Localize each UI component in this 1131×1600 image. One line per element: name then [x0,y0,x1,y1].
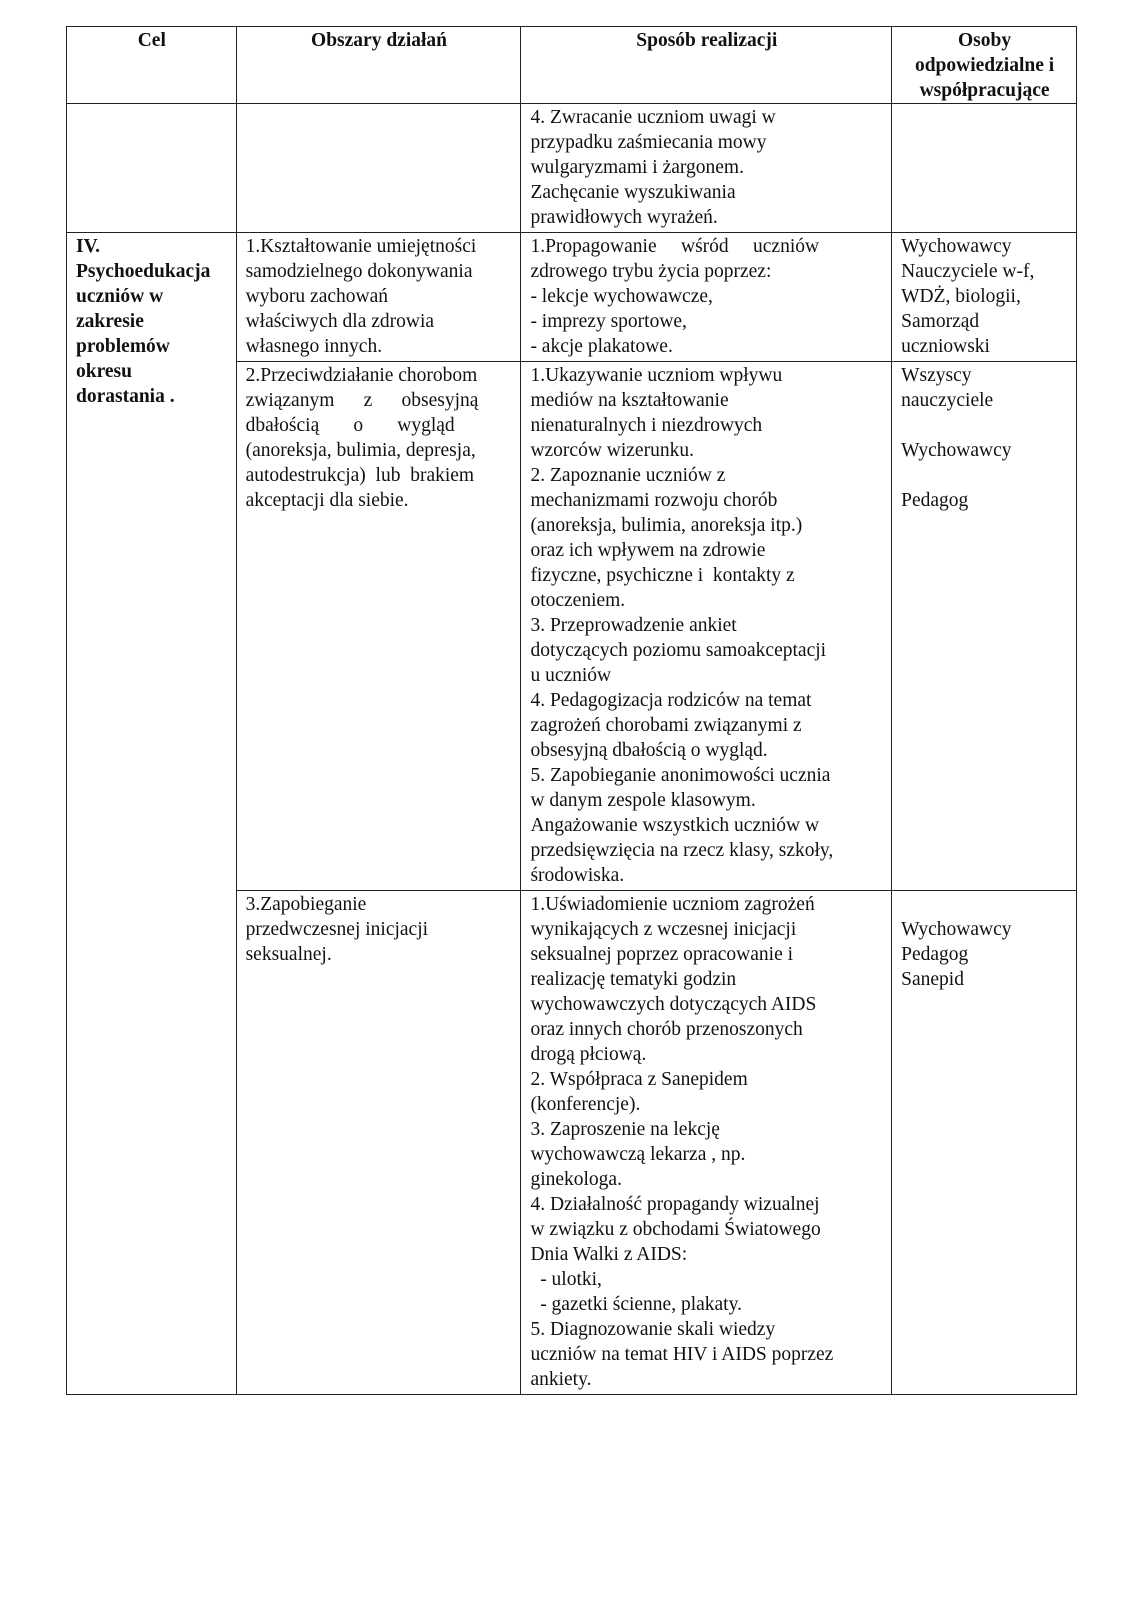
text-line: ankiety. [530,1369,592,1390]
row3-sposob [521,891,892,1395]
continuation-osoby [892,104,1077,233]
cel-line: okresu [76,361,132,382]
text-line: drogą płciową. [530,1044,647,1065]
text-line: wyboru zachowań [245,286,388,307]
text-line: 2. Współpraca z Sanepidem [530,1069,748,1090]
text-line: prawidłowych wyrażeń. [530,207,718,228]
text-line: otoczeniem. [530,590,626,611]
header-sposob: Sposób realizacji [521,27,892,104]
text-line: właściwych dla zdrowia [245,311,435,332]
text-line: wynikających z wczesnej inicjacji [530,919,797,940]
text-line: - lekcje wychowawcze, [530,286,713,307]
row1-obszar [236,233,521,362]
text-line: 1.Propagowanie wśród uczniów [530,236,820,257]
text-line: autodestrukcja) lub brakiem [245,465,475,486]
row2-sposob [521,362,892,891]
text-line: - ulotki, [530,1269,602,1290]
text-line: 5. Zapobieganie anonimowości ucznia [530,765,831,786]
text-line: Angażowanie wszystkich uczniów w [530,815,820,836]
text-line: zdrowego trybu życia poprzez: [530,261,772,282]
row1-osoby [892,233,1077,362]
text-line: związanym z obsesyjną [245,390,479,411]
text-line: (anoreksja, bulimia, anoreksja itp.) [530,515,803,536]
text-line: 3.Zapobieganie [245,894,367,915]
header-obszary: Obszary działań [236,27,521,104]
cel-line: IV. [76,236,101,257]
row3-osoby [892,891,1077,1395]
text-line: Sanepid [901,969,964,990]
text-line: uczniowski [901,336,990,357]
text-line: 1.Uświadomienie uczniom zagrożeń [530,894,815,915]
section-cel [67,233,237,1395]
cel-line: problemów [76,336,170,357]
header-osoby-line: współpracujące [919,80,1050,101]
text-line: dbałością o wygląd [245,415,455,436]
text-line: Pedagog [901,944,969,965]
text-line: Samorząd [901,311,980,332]
text-line: wychowawczą lekarza , np. [530,1144,746,1165]
text-line: mediów na kształtowanie [530,390,729,411]
cel-line: Psychoedukacja [76,261,211,282]
text-line: w danym zespole klasowym. [530,790,756,811]
text-line: przedwczesnej inicjacji [245,919,429,940]
text-line: Wszyscy [901,365,972,386]
text-line: seksualnej. [245,944,332,965]
text-line: wzorców wizerunku. [530,440,694,461]
text-line: Wychowawcy [901,236,1012,257]
text-line: 1.Ukazywanie uczniom wpływu [530,365,783,386]
text-line: oraz innych chorób przenoszonych [530,1019,803,1040]
text-line: Wychowawcy [901,919,1012,940]
row3-obszar [236,891,521,1395]
row2-obszar [236,362,521,891]
text-line: 3. Zaproszenie na lekcję [530,1119,720,1140]
text-line: (anoreksja, bulimia, depresja, [245,440,476,461]
spacer [901,892,1068,917]
continuation-row [67,104,1077,233]
text-line: oraz ich wpływem na zdrowie [530,540,766,561]
text-line: - gazetki ścienne, plakaty. [530,1294,742,1315]
row2-osoby [892,362,1077,891]
text-line: (konferencje). [530,1094,641,1115]
text-line: Dnia Walki z AIDS: [530,1244,688,1265]
text-line: przedsięwzięcia na rzecz klasy, szkoły, [530,840,834,861]
text-line: 4. Pedagogizacja rodziców na temat [530,690,812,711]
text-line: Nauczyciele w-f, [901,261,1035,282]
header-cel: Cel [67,27,237,104]
text-line: 5. Diagnozowanie skali wiedzy [530,1319,776,1340]
text-line: seksualnej poprzez opracowanie i [530,944,794,965]
row1-sposob [521,233,892,362]
continuation-obszar [236,104,521,233]
text-line: wychowawczych dotyczących AIDS [530,994,817,1015]
cel-line: dorastania . [76,386,175,407]
text-line: - akcje plakatowe. [530,336,673,357]
text-line: Pedagog [901,490,969,511]
text-line: 4. Zwracanie uczniom uwagi w [530,107,776,128]
text-line: 4. Działalność propagandy wizualnej [530,1194,820,1215]
text-line: nienaturalnych i niezdrowych [530,415,763,436]
header-row [67,27,1077,104]
text-line: dotyczących poziomu samoakceptacji [530,640,827,661]
text-line: mechanizmami rozwoju chorób [530,490,778,511]
text-line: uczniów na temat HIV i AIDS poprzez [530,1344,834,1365]
text-line: obsesyjną dbałością o wygląd. [530,740,768,761]
text-line: ginekologa. [530,1169,622,1190]
spacer [901,463,1068,488]
section-row-1 [67,233,1077,362]
text-line: samodzielnego dokonywania [245,261,473,282]
text-line: w związku z obchodami Światowego [530,1219,821,1240]
continuation-cel [67,104,237,233]
spacer [901,413,1068,438]
text-line: zagrożeń chorobami związanymi z [530,715,802,736]
text-line: fizyczne, psychiczne i kontakty z [530,565,795,586]
text-line: 2.Przeciwdziałanie chorobom [245,365,478,386]
header-osoby [892,27,1077,104]
cel-line: zakresie [76,311,144,332]
text-line: akceptacji dla siebie. [245,490,409,511]
text-line: własnego innych. [245,336,383,357]
header-osoby-line: odpowiedzialne i [914,55,1055,76]
text-line: środowiska. [530,865,625,886]
continuation-sposob [521,104,892,233]
text-line: 3. Przeprowadzenie ankiet [530,615,737,636]
text-line: WDŻ, biologii, [901,286,1021,307]
text-line: Wychowawcy [901,440,1012,461]
header-osoby-line: Osoby [958,30,1012,51]
text-line: przypadku zaśmiecania mowy [530,132,767,153]
cel-line: uczniów w [76,286,164,307]
text-line: - imprezy sportowe, [530,311,687,332]
text-line: realizację tematyki godzin [530,969,737,990]
text-line: Zachęcanie wyszukiwania [530,182,736,203]
text-line: nauczyciele [901,390,994,411]
text-line: u uczniów [530,665,612,686]
plan-table [66,26,1077,1395]
text-line: wulgaryzmami i żargonem. [530,157,744,178]
text-line: 2. Zapoznanie uczniów z [530,465,726,486]
text-line: 1.Kształtowanie umiejętności [245,236,477,257]
